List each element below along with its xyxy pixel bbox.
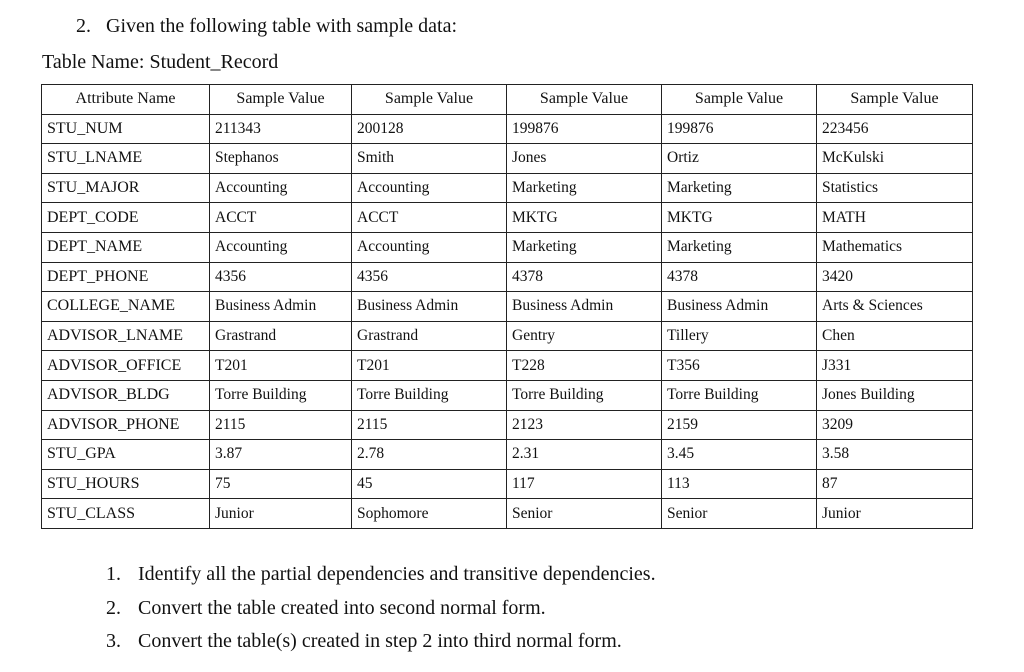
task-item <box>106 629 656 663</box>
table-row <box>42 321 973 351</box>
sample-value-cell: MATH <box>817 203 973 233</box>
sample-value-cell: Junior <box>817 499 973 529</box>
sample-value-cell: 4378 <box>507 262 662 292</box>
sample-value-cell: 2.78 <box>352 440 507 470</box>
sample-value-cell: Torre Building <box>210 380 352 410</box>
sample-value-cell: 3.87 <box>210 440 352 470</box>
sample-value-cell: 45 <box>352 469 507 499</box>
attribute-name-cell: COLLEGE_NAME <box>42 292 210 322</box>
table-row <box>42 410 973 440</box>
sample-value-cell: Marketing <box>662 173 817 203</box>
sample-value-cell: 200128 <box>352 114 507 144</box>
sample-value-cell: Business Admin <box>662 292 817 322</box>
sample-value-cell: Senior <box>662 499 817 529</box>
column-header-attribute: Attribute Name <box>42 85 210 115</box>
table-row <box>42 351 973 381</box>
sample-value-cell: Mathematics <box>817 232 973 262</box>
sample-value-cell: Senior <box>507 499 662 529</box>
sample-value-cell: Ortiz <box>662 144 817 174</box>
attribute-name-cell: DEPT_CODE <box>42 203 210 233</box>
sample-value-cell: ACCT <box>210 203 352 233</box>
sample-value-cell: Accounting <box>210 173 352 203</box>
sample-value-cell: Tillery <box>662 321 817 351</box>
attribute-name-cell: ADVISOR_PHONE <box>42 410 210 440</box>
sample-value-cell: 2123 <box>507 410 662 440</box>
sample-value-cell: 117 <box>507 469 662 499</box>
table-row <box>42 114 973 144</box>
sample-value-cell: 199876 <box>662 114 817 144</box>
sample-value-cell: 2115 <box>210 410 352 440</box>
sample-value-cell: Stephanos <box>210 144 352 174</box>
sample-value-cell: Marketing <box>507 173 662 203</box>
sample-value-cell: 2.31 <box>507 440 662 470</box>
sample-value-cell: Chen <box>817 321 973 351</box>
column-header-sample-1: Sample Value <box>210 85 352 115</box>
task-number: 3. <box>106 630 121 652</box>
sample-value-cell: 211343 <box>210 114 352 144</box>
column-header-sample-5: Sample Value <box>817 85 973 115</box>
sample-value-cell: Gentry <box>507 321 662 351</box>
attribute-name-cell: DEPT_PHONE <box>42 262 210 292</box>
table-row <box>42 203 973 233</box>
attribute-name-cell: ADVISOR_OFFICE <box>42 351 210 381</box>
sample-value-cell: Business Admin <box>210 292 352 322</box>
task-item <box>106 562 656 596</box>
column-header-sample-2: Sample Value <box>352 85 507 115</box>
sample-value-cell: Junior <box>210 499 352 529</box>
column-header-sample-4: Sample Value <box>662 85 817 115</box>
sample-value-cell: 87 <box>817 469 973 499</box>
sample-value-cell: Grastrand <box>210 321 352 351</box>
sample-value-cell: Torre Building <box>662 380 817 410</box>
sample-value-cell: Statistics <box>817 173 973 203</box>
sample-value-cell: MKTG <box>507 203 662 233</box>
task-number: 1. <box>106 563 121 585</box>
table-row <box>42 440 973 470</box>
sample-value-cell: 3.45 <box>662 440 817 470</box>
task-text: Convert the table(s) created in step 2 into third normal form. <box>138 630 622 652</box>
table-name-line: Table Name: Student_Record <box>42 51 279 73</box>
table-row <box>42 292 973 322</box>
attribute-name-cell: STU_NUM <box>42 114 210 144</box>
task-text: Convert the table created into second normal form. <box>138 596 546 619</box>
question-number: 2. <box>76 15 91 37</box>
table-row <box>42 232 973 262</box>
sample-value-cell: 75 <box>210 469 352 499</box>
sample-value-cell: Torre Building <box>507 380 662 410</box>
sample-value-cell: 3209 <box>817 410 973 440</box>
sample-value-cell: Accounting <box>210 232 352 262</box>
table-header-row <box>42 85 973 115</box>
table-body <box>42 114 973 528</box>
task-text: Identify all the partial dependencies and transitive dependencies. <box>138 563 656 585</box>
table-row <box>42 380 973 410</box>
sample-value-cell: Business Admin <box>352 292 507 322</box>
sample-value-cell: 2115 <box>352 410 507 440</box>
sample-value-cell: Jones Building <box>817 380 973 410</box>
sample-value-cell: MKTG <box>662 203 817 233</box>
sample-value-cell: T228 <box>507 351 662 381</box>
sample-value-cell: 4356 <box>352 262 507 292</box>
sample-value-cell: Torre Building <box>352 380 507 410</box>
sample-value-cell: Sophomore <box>352 499 507 529</box>
task-item <box>106 596 656 630</box>
sample-value-cell: 4356 <box>210 262 352 292</box>
sample-value-cell: 113 <box>662 469 817 499</box>
sample-value-cell: 199876 <box>507 114 662 144</box>
sample-value-cell: Marketing <box>507 232 662 262</box>
student-record-table <box>41 84 973 529</box>
sample-value-cell: T201 <box>352 351 507 381</box>
attribute-name-cell: STU_MAJOR <box>42 173 210 203</box>
sample-value-cell: McKulski <box>817 144 973 174</box>
sample-value-cell: Accounting <box>352 232 507 262</box>
attribute-name-cell: STU_GPA <box>42 440 210 470</box>
attribute-name-cell: STU_LNAME <box>42 144 210 174</box>
task-number: 2. <box>106 596 121 619</box>
attribute-name-cell: ADVISOR_BLDG <box>42 380 210 410</box>
sample-value-cell: Business Admin <box>507 292 662 322</box>
sample-value-cell: ACCT <box>352 203 507 233</box>
table-row <box>42 262 973 292</box>
sample-value-cell: T356 <box>662 351 817 381</box>
sample-value-cell: 3.58 <box>817 440 973 470</box>
sample-value-cell: 223456 <box>817 114 973 144</box>
table-row <box>42 173 973 203</box>
sample-value-cell: Marketing <box>662 232 817 262</box>
sample-value-cell: 2159 <box>662 410 817 440</box>
question-heading <box>76 14 457 38</box>
sample-value-cell: T201 <box>210 351 352 381</box>
column-header-sample-3: Sample Value <box>507 85 662 115</box>
table-row <box>42 469 973 499</box>
sample-value-cell: 4378 <box>662 262 817 292</box>
sample-value-cell: 3420 <box>817 262 973 292</box>
sample-value-cell: Accounting <box>352 173 507 203</box>
question-text: Given the following table with sample data: <box>106 15 458 37</box>
task-list <box>106 562 656 663</box>
attribute-name-cell: DEPT_NAME <box>42 232 210 262</box>
sample-value-cell: Jones <box>507 144 662 174</box>
sample-value-cell: Grastrand <box>352 321 507 351</box>
attribute-name-cell: STU_CLASS <box>42 499 210 529</box>
table-row <box>42 144 973 174</box>
attribute-name-cell: STU_HOURS <box>42 469 210 499</box>
sample-value-cell: Smith <box>352 144 507 174</box>
sample-value-cell: J331 <box>817 351 973 381</box>
attribute-name-cell: ADVISOR_LNAME <box>42 321 210 351</box>
table-row <box>42 499 973 529</box>
sample-value-cell: Arts & Sciences <box>817 292 973 322</box>
